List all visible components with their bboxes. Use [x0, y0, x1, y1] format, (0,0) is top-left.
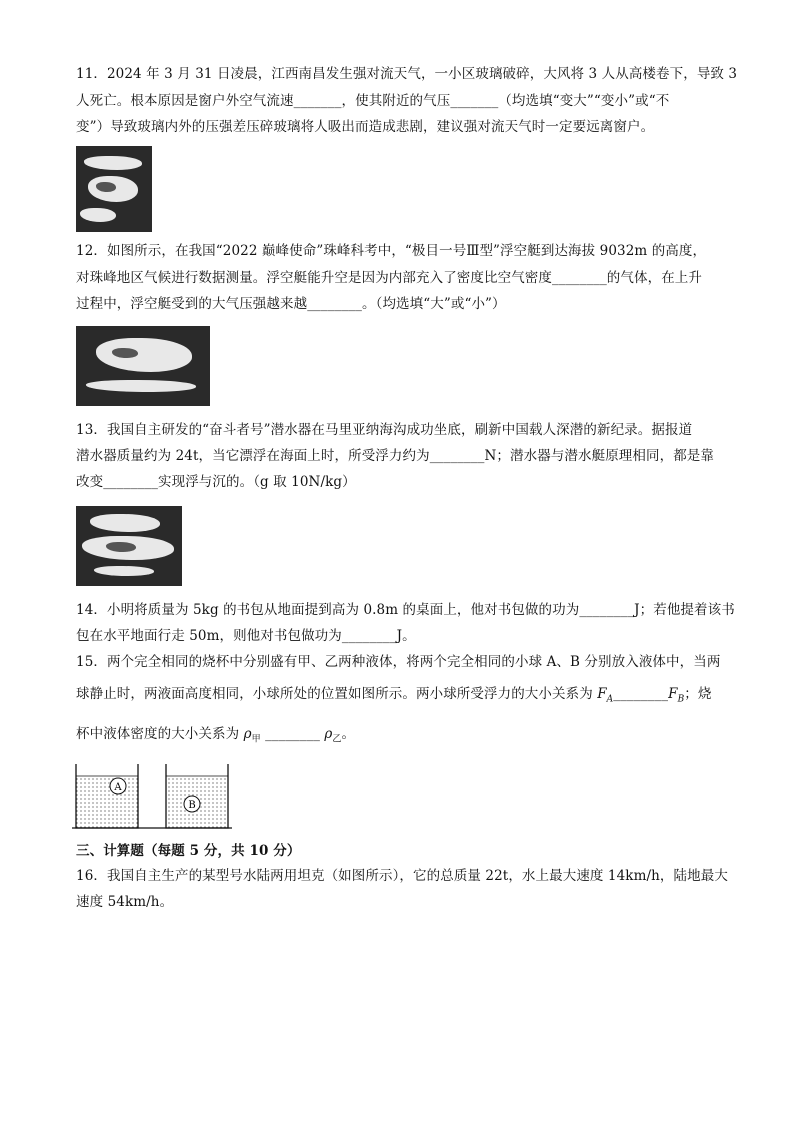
q13-submersible-photo [76, 506, 182, 586]
rho-yi-symbol: ρ [324, 726, 333, 742]
q13-line1: 13．我国自主研发的“奋斗者号”潜水器在马里亚纳海沟成功坐底，刷新中国载人深潜的新纪录。据报道 [76, 422, 693, 438]
q13-line2: 潜水器质量约为 24t，当它漂浮在海面上时，所受浮力约为________N；潜水器与潜水艇原理相同，都是靠 [76, 448, 715, 464]
beakers-diagram [72, 762, 232, 832]
ball-b-label: B [188, 800, 196, 811]
f-a-symbol: F [597, 686, 607, 702]
q14-line1: 14．小明将质量为 5kg 的书包从地面提到高为 0.8m 的桌面上，他对书包做的功为________J；若他提着该书 [76, 602, 735, 618]
f-a-subscript: A [606, 694, 614, 705]
q15-line1: 15．两个完全相同的烧杯中分别盛有甲、乙两种液体，将两个完全相同的小球 A、B 分别放入液体中，当两 [76, 654, 721, 670]
q15-blank-1: ________ [613, 686, 669, 702]
q11-line2: 人死亡。根本原因是窗户外空气流速_______，使其附近的气压_______（均选填“变大”“变小”或“不 [76, 93, 670, 109]
f-b-symbol: F [668, 686, 678, 702]
q12-line1: 12．如图所示，在我国“2022 巅峰使命”珠峰科考中，“极目一号Ⅲ型”浮空艇到达海拔 9032m 的高度， [76, 243, 707, 259]
beaker-a-liquid [76, 776, 138, 828]
q11-line3: 变”）导致玻璃内外的压强差压碎玻璃将人吸出而造成悲剧，建议强对流天气时一定要远离窗户。 [76, 119, 655, 135]
q16-line1: 16．我国自主生产的某型号水陆两用坦克（如图所示），它的总质量 22t，水上最大速度 14km/h，陆地最大 [76, 868, 728, 884]
q15-line2 [76, 684, 711, 710]
q11-photo [76, 146, 152, 232]
q15-line3 [76, 724, 355, 750]
rho-jia-subscript: 甲 [251, 734, 261, 745]
rho-yi-subscript: 乙 [332, 734, 342, 745]
rho-jia-symbol: ρ [243, 726, 252, 742]
q12-line2: 对珠峰地区气候进行数据测量。浮空艇能升空是因为内部充入了密度比空气密度________的气体，在上升 [76, 270, 702, 286]
q14-line2: 包在水平地面行走 50m，则他对书包做功为________J。 [76, 628, 416, 644]
q11-line1: 11．2024 年 3 月 31 日凌晨，江西南昌发生强对流天气，一小区玻璃破碎，大风将 3 人从高楼卷下，导致 3 [76, 66, 738, 82]
q15-line3-end: 。 [341, 726, 356, 742]
section-3-heading: 三、计算题（每题 5 分，共 10 分） [76, 843, 301, 859]
q12-airship-photo [76, 326, 210, 406]
ball-a-label: A [114, 782, 122, 793]
q15-line2-end: ；烧 [684, 686, 712, 702]
q15-blank-2: ________ [265, 726, 320, 742]
q16-line2: 速度 54km/h。 [76, 894, 174, 910]
q13-line3: 改变________实现浮与沉的。（g 取 10N/kg） [76, 474, 356, 490]
q15-line3-text: 杯中液体密度的大小关系为 [76, 726, 244, 742]
f-b-subscript: B [677, 694, 685, 705]
q15-line2-text: 球静止时，两液面高度相同，小球所处的位置如图所示。两小球所受浮力的大小关系为 [76, 686, 598, 702]
q12-line3: 过程中，浮空艇受到的大气压强越来越________。（均选填“大”或“小”） [76, 296, 506, 312]
